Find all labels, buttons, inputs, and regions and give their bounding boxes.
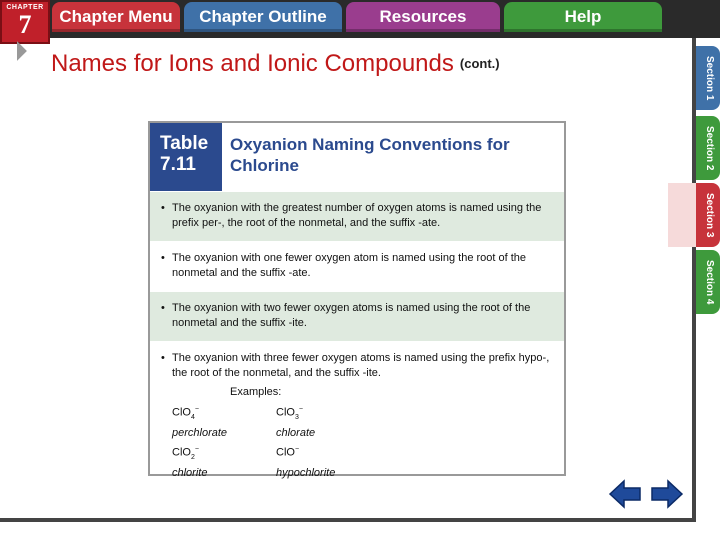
- tab-help[interactable]: Help: [504, 2, 662, 32]
- section-3-highlight: [668, 183, 696, 247]
- tab-section-4[interactable]: Section 4: [696, 250, 720, 314]
- previous-arrow-icon[interactable]: [608, 478, 642, 510]
- next-arrow-icon[interactable]: [650, 478, 684, 510]
- bullet-icon: •: [161, 302, 165, 314]
- table-row: [150, 241, 564, 291]
- example-name: chlorate: [276, 426, 316, 439]
- table-row: [150, 191, 564, 241]
- example-formula: ClO−: [276, 445, 300, 459]
- row-text: The oxyanion with one fewer oxygen atom is named using the root of the nonmetal and the suffix -ate.: [172, 252, 527, 279]
- tab-resources[interactable]: Resources: [346, 2, 500, 32]
- example-name: chlorite: [172, 466, 208, 479]
- top-navigation-bar: [0, 0, 720, 38]
- table-row: [150, 291, 564, 341]
- chapter-label: CHAPTER: [6, 4, 44, 11]
- example-formula: ClO$_3$−: [276, 406, 303, 421]
- examples-grid: [172, 402, 552, 481]
- chapter-number: 7: [18, 10, 32, 39]
- tab-section-3[interactable]: Section 3: [696, 183, 720, 247]
- bullet-icon: •: [161, 252, 165, 264]
- example-name: perchlorate: [172, 426, 228, 439]
- table-number: Table 7.11: [150, 123, 222, 191]
- page-title-suffix: (cont.): [459, 56, 500, 71]
- example-formula: ClO$_2$−: [172, 445, 199, 461]
- tab-chapter-outline[interactable]: Chapter Outline: [184, 2, 342, 32]
- tab-section-2[interactable]: Section 2: [696, 116, 720, 180]
- row-text: The oxyanion with the greatest number of oxygen atoms is named using the prefix per-, the root of the nonmetal, and the suffix -ate.: [172, 202, 542, 229]
- table-caption: Oxyanion Naming Conventions for Chlorine: [222, 123, 564, 191]
- example-formula: ClO$_4$−: [172, 406, 199, 421]
- tab-section-1[interactable]: Section 1: [696, 46, 720, 110]
- table-header: [150, 123, 564, 191]
- row-text: The oxyanion with two fewer oxygen atoms is named using the root of the nonmetal and the suffix -ite.: [172, 302, 531, 329]
- table-row: [150, 341, 564, 490]
- examples-label: Examples:: [230, 386, 282, 398]
- page-title-text: Names for Ions and Ionic Compounds: [51, 50, 454, 77]
- bullet-icon: •: [161, 352, 165, 364]
- table-figure: [148, 121, 566, 479]
- page-title: [51, 50, 500, 78]
- example-name: hypochlorite: [276, 466, 336, 479]
- row-text: The oxyanion with three fewer oxygen atoms is named using the prefix hypo-, the root of the nonmetal, and the suffix -ite.: [172, 352, 550, 379]
- tab-chapter-menu[interactable]: Chapter Menu: [52, 2, 180, 32]
- bullet-icon: •: [161, 202, 165, 214]
